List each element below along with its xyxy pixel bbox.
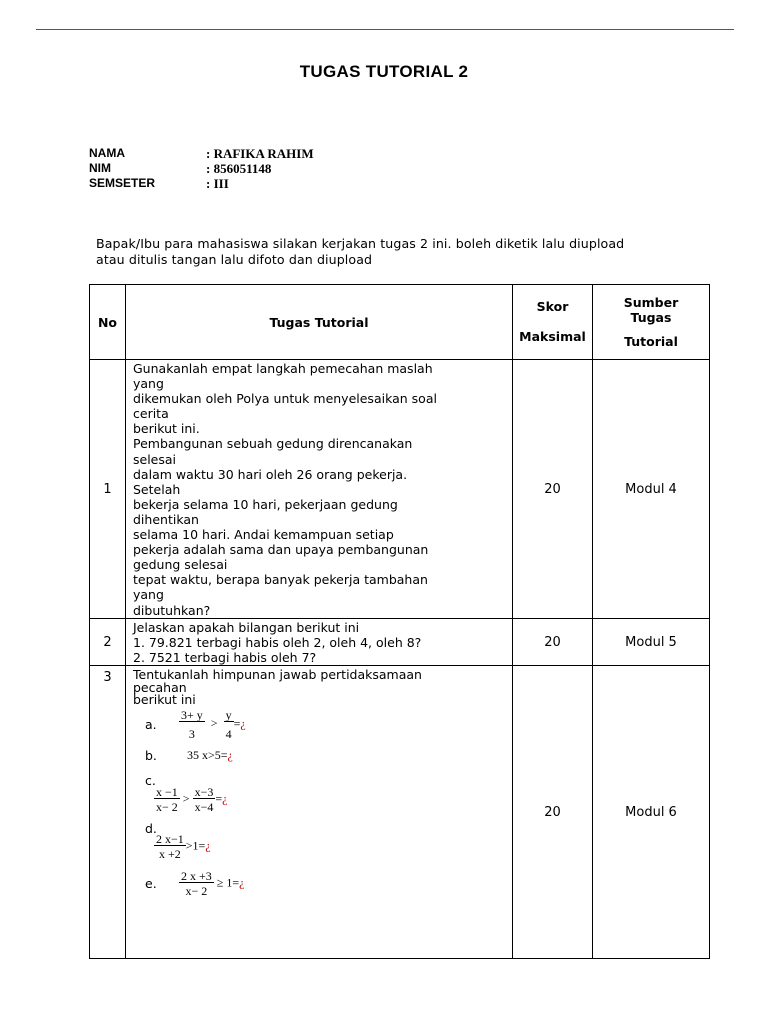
row-number: 2	[90, 619, 126, 666]
task-line: 2. 7521 terbagi habis oleh 7?	[133, 650, 317, 666]
task-line: Gunakanlah empat langkah pemecahan maslah	[133, 361, 433, 376]
row-number: 1	[90, 360, 126, 619]
denominator: x +2	[159, 846, 181, 861]
skor-value: 20	[513, 619, 593, 666]
numerator: 2 x−1	[156, 831, 184, 846]
page-title: TUGAS TUTORIAL 2	[299, 62, 469, 81]
header-skor-line: Maksimal	[519, 329, 586, 344]
inequality-d-expression	[154, 833, 512, 860]
task-line: Jelaskan apakah bilangan berikut ini	[133, 620, 360, 635]
numerator: x −1	[156, 784, 178, 799]
task-line: pekerja adalah sama dan upaya pembangunan	[133, 542, 429, 558]
sumber-value: Modul 4	[593, 360, 710, 619]
math-expression	[179, 709, 246, 740]
math-expression	[154, 786, 227, 813]
inequality-e	[145, 870, 512, 897]
table-row	[90, 666, 710, 959]
placeholder-glyph: ¿	[222, 791, 228, 805]
fraction	[179, 870, 214, 897]
identity-row-nim	[89, 161, 314, 176]
math-expression	[154, 833, 211, 860]
task-line: gedung selesai	[133, 557, 228, 573]
operator: =	[233, 715, 241, 730]
task-line: tepat waktu, berapa banyak pekerja tambahan	[133, 572, 428, 588]
numerator: x−3	[194, 784, 214, 799]
header-sumber-tugas-tutorial	[593, 285, 710, 360]
task-table	[89, 284, 710, 959]
task-text	[126, 360, 513, 619]
identity-label: NAMA	[89, 146, 125, 160]
placeholder-glyph: ¿	[227, 747, 233, 762]
math-expression	[179, 870, 244, 897]
placeholder-glyph: ¿	[239, 875, 245, 890]
top-rule	[36, 29, 734, 30]
table-header-row	[90, 285, 710, 360]
task-line: yang	[133, 587, 164, 603]
task-line: yang	[133, 376, 164, 392]
identity-value: : III	[206, 176, 229, 191]
task-line: dikemukan oleh Polya untuk menyelesaikan soal	[133, 391, 437, 407]
identity-value: : 856051148	[206, 161, 272, 176]
fraction	[193, 786, 216, 813]
denominator: x− 2	[185, 883, 208, 898]
fraction	[154, 786, 180, 813]
placeholder-glyph: ¿	[240, 715, 246, 730]
denominator: x− 2	[156, 799, 178, 814]
operator: =	[215, 791, 223, 805]
math-expression	[187, 748, 233, 763]
task-line: Pembangunan sebuah gedung direncanakan	[133, 436, 413, 452]
table-row	[90, 360, 710, 619]
placeholder-glyph: ¿	[205, 838, 211, 853]
option-letter: c.	[145, 772, 156, 788]
skor-value: 20	[513, 360, 593, 619]
header-sumber-line: Sumber	[623, 295, 679, 310]
task-line: Setelah	[133, 481, 181, 497]
expression-text: 35 x>5=	[187, 747, 228, 762]
identity-label: SEMSETER	[89, 176, 156, 190]
student-identity	[89, 146, 314, 191]
identity-label: NIM	[89, 161, 111, 175]
instructions-text: Bapak/Ibu para mahasiswa silakan kerjakan tugas 2 ini. boleh diketik lalu diupload atau ditulis tangan lalu difoto dan diupload	[96, 236, 625, 267]
fraction	[179, 709, 205, 740]
denominator: x−4	[194, 799, 214, 814]
task-text	[126, 666, 513, 959]
operator: >	[182, 791, 190, 805]
identity-row-semester	[89, 176, 314, 191]
task-line: berikut ini.	[133, 421, 200, 437]
operator: ≥ 1=	[213, 875, 240, 890]
task-line: dalam waktu 30 hari oleh 26 orang pekerja.	[133, 466, 408, 482]
option-letter: a.	[145, 716, 157, 732]
task-line: selesai	[133, 451, 177, 467]
task-line: dibutuhkan?	[133, 602, 211, 618]
task-line: bekerja selama 10 hari, pekerjaan gedung	[133, 496, 398, 512]
fraction	[224, 709, 234, 740]
fraction	[154, 833, 186, 860]
operator: >	[210, 715, 218, 730]
header-no: No	[90, 285, 126, 360]
sumber-value: Modul 5	[593, 619, 710, 666]
header-tugas-tutorial: Tugas Tutorial	[126, 285, 513, 360]
denominator: 3	[188, 726, 195, 741]
task-line: pecahan	[133, 680, 187, 696]
option-letter: b.	[145, 747, 157, 763]
row-number: 3	[90, 666, 126, 959]
numerator: 3+ y	[181, 707, 203, 722]
header-sumber-line: Tugas	[630, 310, 672, 325]
task-line: selama 10 hari. Andai kemampuan setiap	[133, 527, 394, 543]
task-line: dihentikan	[133, 511, 199, 527]
denominator: 4	[225, 726, 232, 741]
header-skor-maksimal	[513, 285, 593, 360]
header-skor-line: Skor	[536, 299, 569, 314]
skor-value: 20	[513, 666, 593, 959]
identity-value: : RAFIKA RAHIM	[206, 146, 314, 161]
sumber-value: Modul 6	[593, 666, 710, 959]
task-line: 1. 79.821 terbagi habis oleh 2, oleh 4, oleh 8?	[133, 635, 422, 651]
table-row	[90, 619, 710, 666]
header-sumber-line: Tutorial	[624, 334, 678, 349]
identity-row-nama	[89, 146, 314, 161]
task-text	[126, 619, 513, 666]
inequality-a	[145, 709, 512, 740]
inequality-c-expression	[154, 786, 512, 813]
option-letter: e.	[145, 875, 157, 891]
numerator: y	[225, 707, 232, 722]
inequality-b	[145, 748, 512, 763]
numerator: 2 x +3	[181, 868, 212, 883]
option-letter: d.	[145, 820, 157, 836]
task-line: berikut ini	[133, 692, 196, 708]
operator: >1=	[185, 838, 206, 853]
task-line: Tentukanlah himpunan jawab pertidaksamaan	[133, 667, 422, 683]
task-line: cerita	[133, 406, 169, 422]
